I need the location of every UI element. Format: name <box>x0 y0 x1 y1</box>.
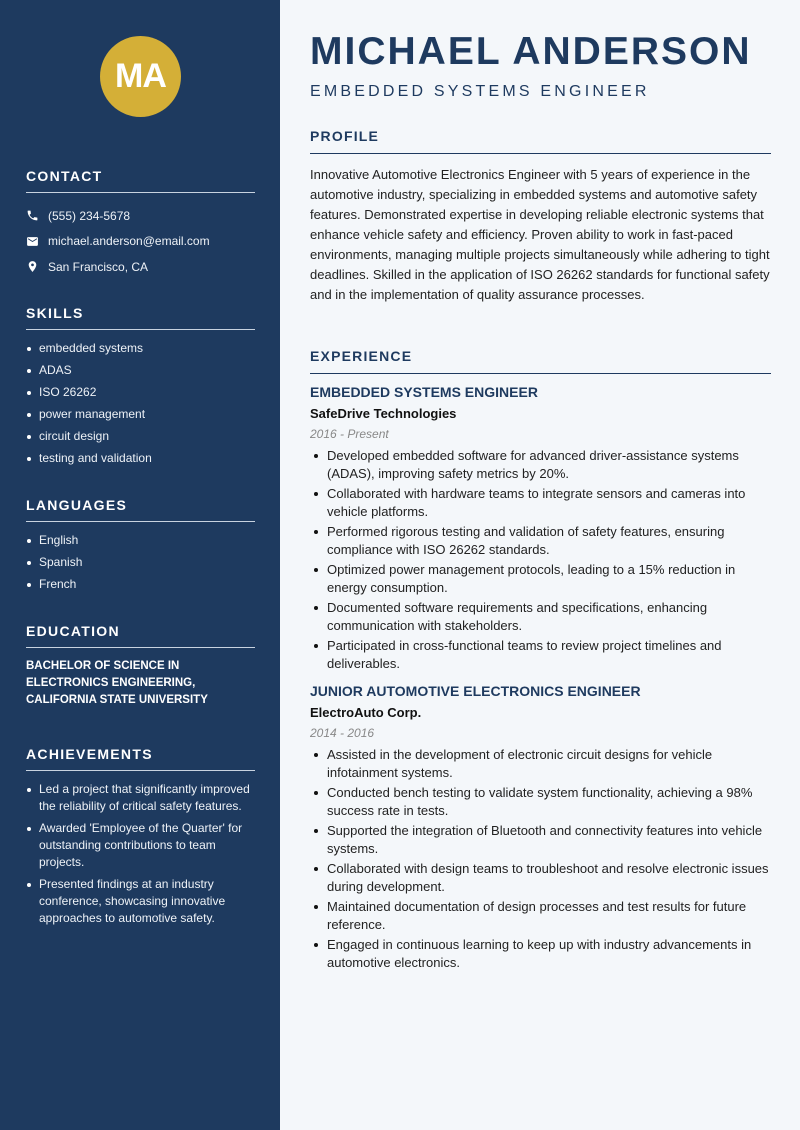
contact-email <box>26 229 255 255</box>
phone-text: (555) 234-5678 <box>48 208 131 223</box>
education-section <box>26 623 255 709</box>
email-text: michael.anderson@email.com <box>48 234 210 249</box>
skill-item: embedded systems <box>26 340 255 357</box>
skill-item: ADAS <box>26 362 255 379</box>
job-entry <box>310 384 771 673</box>
job-bullet: Engaged in continuous learning to keep up with industry advancements in automotive electronics. <box>310 936 771 972</box>
education-heading: EDUCATION <box>26 623 255 648</box>
job-bullet: Developed embedded software for advanced driver-assistance systems (ADAS), improving safety metrics by 20%. <box>310 447 771 483</box>
language-item: English <box>26 532 255 549</box>
profile-section <box>310 128 771 305</box>
skill-item: power management <box>26 406 255 423</box>
languages-list <box>26 532 255 593</box>
phone-icon <box>26 209 39 222</box>
job-entry <box>310 683 771 972</box>
job-bullet: Documented software requirements and specifications, enhancing communication with stakeholders. <box>310 599 771 635</box>
job-bullets <box>310 746 771 972</box>
candidate-name: MICHAEL ANDERSON <box>310 30 752 73</box>
job-title: EMBEDDED SYSTEMS ENGINEER <box>310 384 538 400</box>
skill-item: testing and validation <box>26 450 255 467</box>
achievement-item: Awarded 'Employee of the Quarter' for outstanding contributions to team projects. <box>26 820 255 871</box>
languages-section <box>26 497 255 598</box>
job-bullet: Maintained documentation of design processes and test results for future reference. <box>310 898 771 934</box>
achievements-list <box>26 781 255 927</box>
job-dates: 2016 - Present <box>310 427 389 441</box>
job-bullet: Optimized power management protocols, leading to a 15% reduction in energy consumption. <box>310 561 771 597</box>
achievements-heading: ACHIEVEMENTS <box>26 746 255 771</box>
job-bullet: Conducted bench testing to validate system functionality, achieving a 98% success rate in tests. <box>310 784 771 820</box>
contact-phone <box>26 203 255 229</box>
skill-item: circuit design <box>26 428 255 445</box>
job-company: SafeDrive Technologies <box>310 406 457 421</box>
job-dates: 2014 - 2016 <box>310 726 375 740</box>
job-bullet: Participated in cross-functional teams to review project timelines and deliverables. <box>310 637 771 673</box>
location-pin-icon <box>26 260 39 273</box>
job-bullets <box>310 447 771 673</box>
contact-heading: CONTACT <box>26 168 255 193</box>
achievement-item: Led a project that significantly improved the reliability of critical safety features. <box>26 781 255 815</box>
skills-section <box>26 305 255 472</box>
profile-text: Innovative Automotive Electronics Engineer with 5 years of experience in the automotive industry, specializing in embedded systems and automotive safety features. Demonstrated expertise in developing reliable electronic systems that enhance vehicle safety and efficiency. Proven ability to work in fast-paced environments, managing multiple projects simultaneously while adhering to tight deadlines. Skilled in the application of ISO 26262 standards for functional safety and in the implementation of quality assurance processes. <box>310 167 770 302</box>
language-item: French <box>26 576 255 593</box>
contact-location <box>26 254 255 280</box>
profile-heading: PROFILE <box>310 128 771 154</box>
job-bullet: Supported the integration of Bluetooth and connectivity features into vehicle systems. <box>310 822 771 858</box>
skill-item: ISO 26262 <box>26 384 255 401</box>
skills-heading: SKILLS <box>26 305 255 330</box>
achievement-item: Presented findings at an industry conference, showcasing innovative approaches to automotive safety. <box>26 876 255 927</box>
avatar: MA <box>100 36 181 117</box>
language-item: Spanish <box>26 554 255 571</box>
location-text: San Francisco, CA <box>48 259 149 274</box>
achievements-section <box>26 746 255 932</box>
email-icon <box>26 235 39 248</box>
job-bullet: Assisted in the development of electronic circuit designs for vehicle infotainment systems. <box>310 746 771 782</box>
contact-section <box>26 168 255 280</box>
job-title: JUNIOR AUTOMOTIVE ELECTRONICS ENGINEER <box>310 683 641 699</box>
experience-heading: EXPERIENCE <box>310 348 771 374</box>
education-degree: BACHELOR OF SCIENCE IN ELECTRONICS ENGINEERING, CALIFORNIA STATE UNIVERSITY <box>26 660 208 706</box>
job-bullet: Performed rigorous testing and validation of safety features, ensuring compliance with ISO 26262 standards. <box>310 523 771 559</box>
job-bullet: Collaborated with hardware teams to integrate sensors and cameras into vehicle platforms. <box>310 485 771 521</box>
job-bullet: Collaborated with design teams to troubleshoot and resolve electronic issues during development. <box>310 860 771 896</box>
languages-heading: LANGUAGES <box>26 497 255 522</box>
job-company: ElectroAuto Corp. <box>310 705 422 720</box>
sidebar <box>0 0 280 1130</box>
skills-list <box>26 340 255 467</box>
candidate-title: EMBEDDED SYSTEMS ENGINEER <box>310 83 650 100</box>
experience-section <box>310 348 771 974</box>
